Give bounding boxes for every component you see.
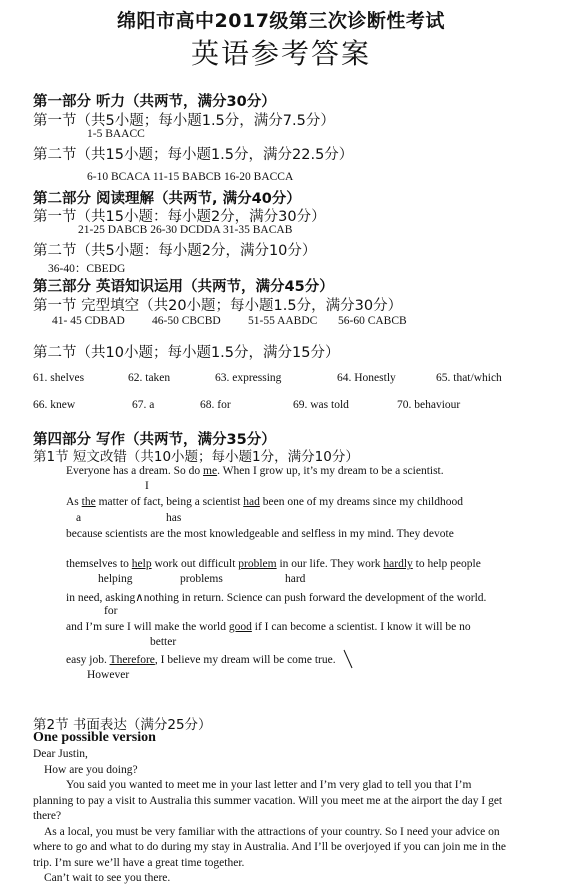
cloze-answers-41-45: 41- 45 CDBAD <box>52 315 125 327</box>
letter-opening: How are you doing? <box>44 764 138 776</box>
correction-line-2: As the matter of fact, being a scientist had been one of my dreams since my childhood <box>66 496 463 508</box>
correction-1: I <box>145 480 149 492</box>
correction-line-6: and I’m sure I will make the world good if I can become a scientist. I know it will be no <box>66 621 471 633</box>
part1-section1-answers: 1-5 BAACC <box>87 128 145 140</box>
part4-section1: 第1节 短文改错（共10小题；每小题1分，满分10分） <box>33 449 359 465</box>
answer-66: 66. knew <box>33 399 76 411</box>
part2-heading: 第二部分 阅读理解（共两节, 满分40分） <box>33 191 301 207</box>
answer-64: 64. Honestly <box>337 372 396 384</box>
sample-version-label: One possible version <box>33 730 156 745</box>
answer-61: 61. shelves <box>33 372 85 384</box>
correction-line-7: easy job. Therefore, I believe my dream will be come true. <box>66 654 336 666</box>
letter-p1-line1: You said you wanted to meet me in your last letter and I’m very glad to tell you that I’m <box>66 779 472 791</box>
cloze-answers-51-55: 51-55 AABDC <box>248 315 318 327</box>
part1-section1: 第一节（共5小题；每小题1.5分，满分7.5分） <box>33 113 335 129</box>
correction-4a: helping <box>98 573 133 585</box>
part2-section1-answers: 21-25 DABCB 26-30 DCDDA 31-35 BACAB <box>78 224 293 236</box>
exam-title: 绵阳市高中2017级第三次诊断性考试 <box>117 10 445 32</box>
part3-section2: 第二节（共10小题；每小题1.5分，满分15分） <box>33 345 340 361</box>
correction-line-4: themselves to help work out difficult problem in our life. They work hardly to help people <box>66 558 481 570</box>
cloze-answers-46-50: 46-50 CBCBD <box>152 315 221 327</box>
answer-69: 69. was told <box>293 399 349 411</box>
letter-p2-line2: where to go and what to do during my stay in Australia. And I’ll be overjoyed if you can join me in the <box>33 841 506 853</box>
part3-section1: 第一节 完型填空（共20小题；每小题1.5分，满分30分） <box>33 298 403 314</box>
part3-heading: 第三部分 英语知识运用（共两节，满分45分） <box>33 279 334 295</box>
correction-4c: hard <box>285 573 306 585</box>
correction-6: better <box>150 636 177 648</box>
correction-line-5: in need, asking∧nothing in return. Science can push forward the development of the world. <box>66 592 487 604</box>
answer-key-title: 英语参考答案 <box>190 37 371 70</box>
part1-heading: 第一部分 听力（共两节，满分30分） <box>33 94 276 110</box>
part4-heading: 第四部分 写作（共两节，满分35分） <box>33 432 276 448</box>
part1-section2: 第二节（共15小题；每小题1.5分，满分22.5分） <box>33 147 354 163</box>
correction-7: However <box>87 669 130 681</box>
correction-4b: problems <box>180 573 223 585</box>
correction-line-1: Everyone has a dream. So do me. When I grow up, it’s my dream to be a scientist. <box>66 465 444 477</box>
correction-line-3: because scientists are the most knowledgeable and selfless in my mind. They devote <box>66 528 454 540</box>
part2-section2-answers: 36-40：CBEDG <box>48 263 126 275</box>
answer-67: 67. a <box>132 399 155 411</box>
answer-63: 63. expressing <box>215 372 282 384</box>
letter-closing: Can’t wait to see you there. <box>44 872 171 884</box>
part2-section1: 第一节（共15小题：每小题2分，满分30分） <box>33 209 326 225</box>
correction-2b: has <box>166 512 182 524</box>
letter-greeting: Dear Justin, <box>33 748 88 760</box>
correction-2a: a <box>76 512 82 524</box>
answer-65: 65. that/which <box>436 372 502 384</box>
letter-p1-line3: there? <box>33 810 62 822</box>
part2-section2: 第二节（共5小题：每小题2分，满分10分） <box>33 243 317 259</box>
part1-section2-answers: 6-10 BCACA 11-15 BABCB 16-20 BACCA <box>87 171 294 183</box>
letter-p1-line2: planning to pay a visit to Australia this summer vacation. Will you meet me at the airport the day I get <box>33 795 503 807</box>
answer-70: 70. behaviour <box>397 399 461 411</box>
answer-62: 62. taken <box>128 372 171 384</box>
correction-5: for <box>104 605 118 617</box>
letter-p2-line1: As a local, you must be very familiar with the attractions of your country. So I need your advice on <box>44 826 500 838</box>
letter-p2-line3: trip. I’m sure we’ll have a great time together. <box>33 857 245 869</box>
cloze-answers-56-60: 56-60 CABCB <box>338 315 407 327</box>
strike-mark-icon <box>341 648 355 670</box>
answer-68: 68. for <box>200 399 231 411</box>
part4-section2: 第2节 书面表达（满分25分） <box>33 717 212 733</box>
